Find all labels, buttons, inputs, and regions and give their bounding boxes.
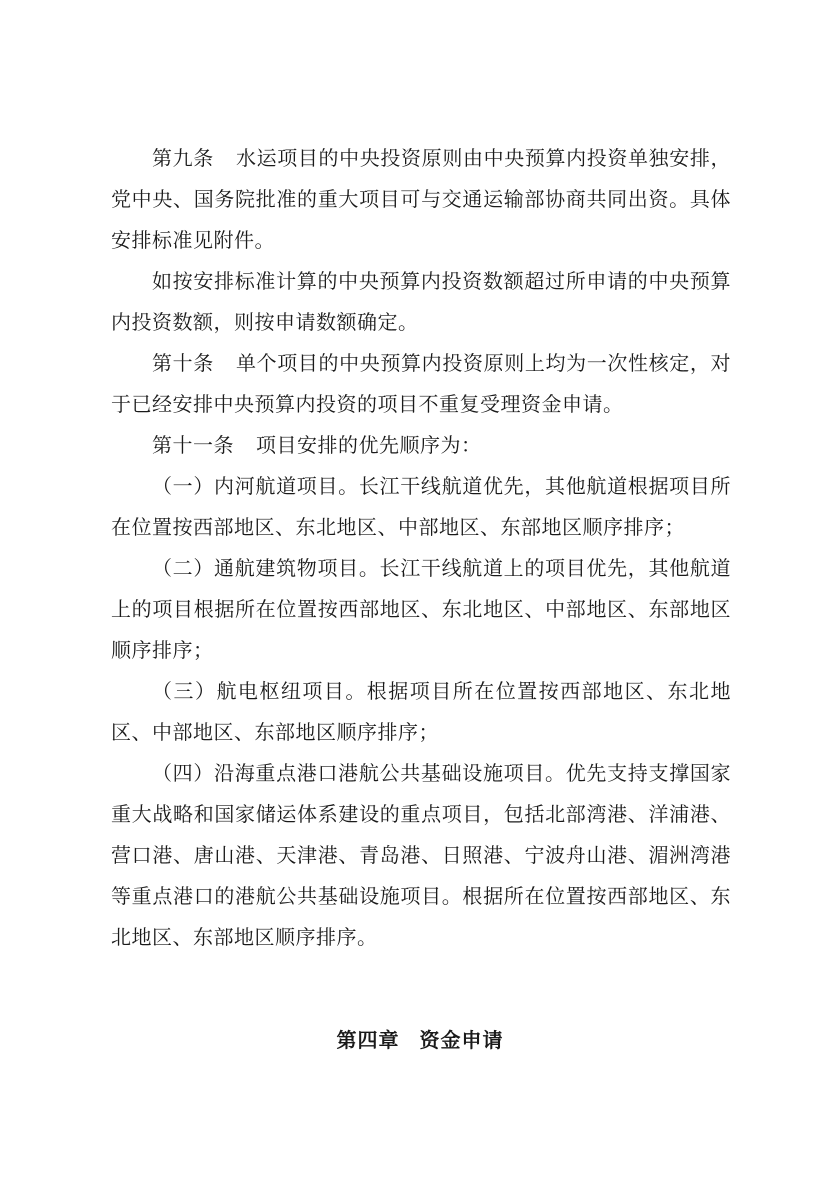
article-11-text: 项目安排的优先顺序为：: [256, 433, 482, 457]
list-item-1: （一）内河航道项目。长江干线航道优先，其他航道根据项目所在位置按西部地区、东北地区、中部地区、东部地区顺序排序；: [111, 474, 731, 539]
list-item-4: （四）沿海重点港口港航公共基础设施项目。优先支持支撑国家重大战略和国家储运体系建设的重点项目，包括北部湾港、洋浦港、营口港、唐山港、天津港、青岛港、日照港、宁波舟山港、湄洲湾港等重点港口的港航公共基础设施项目。根据所在位置按西部地区、东北地区、东部地区顺序排序。: [111, 761, 731, 949]
article-9-text: 水运项目的中央投资原则由中央预算内投资单独安排，党中央、国务院批准的重大项目可与交通运输部协商共同出资。具体安排标准见附件。: [111, 146, 732, 252]
article-9-paragraph: [111, 138, 731, 261]
article-9-heading: 第九条: [152, 146, 214, 170]
article-10-paragraph: [111, 343, 731, 425]
chapter-title-text: 资金申请: [419, 1028, 504, 1052]
document-body: [111, 138, 731, 958]
article-9-second-paragraph: 如按安排标准计算的中央预算内投资数额超过所申请的中央预算内投资数额，则按申请数额确定。: [111, 269, 731, 334]
article-11-paragraph: [111, 425, 731, 466]
list-item-3: （三）航电枢纽项目。根据项目所在位置按西部地区、东北地区、中部地区、东部地区顺序排序；: [111, 679, 731, 744]
list-item-2: （二）通航建筑物项目。长江干线航道上的项目优先，其他航道上的项目根据所在位置按西部地区、东北地区、中部地区、东部地区顺序排序；: [111, 556, 731, 662]
chapter-heading: [0, 1024, 840, 1056]
article-11-heading: 第十一条: [152, 433, 234, 457]
chapter-number: 第四章: [336, 1028, 400, 1052]
article-10-text: 单个项目的中央预算内投资原则上均为一次性核定，对于已经安排中央预算内投资的项目不重复受理资金申请。: [111, 351, 732, 416]
article-10-heading: 第十条: [152, 351, 214, 375]
